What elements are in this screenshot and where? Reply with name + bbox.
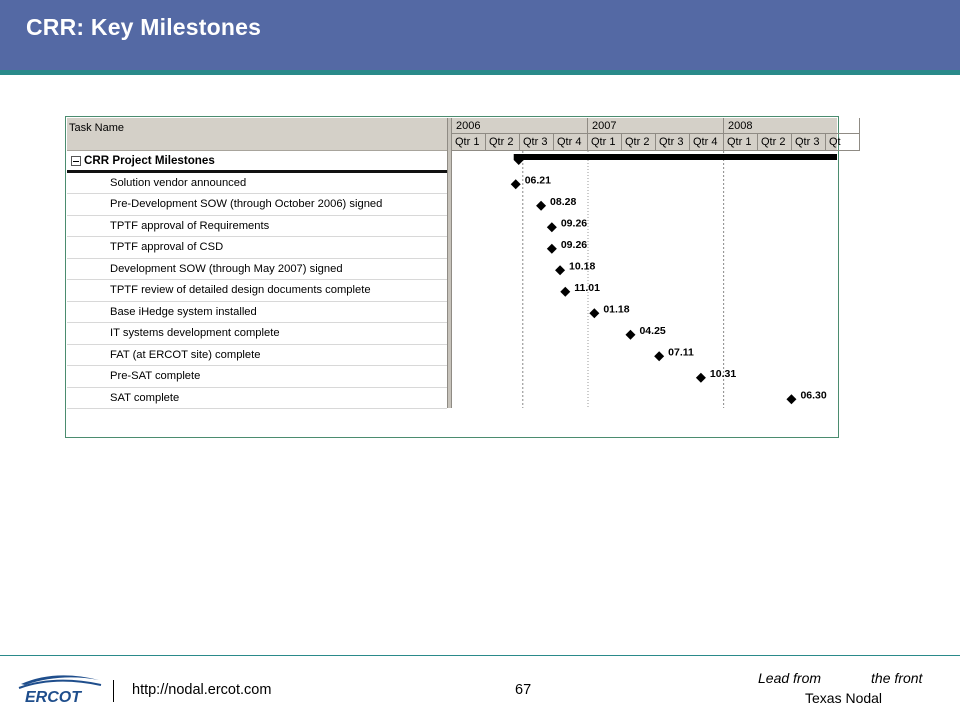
milestone-diamond[interactable] [511,179,521,189]
program-name: Texas Nodal [805,690,883,706]
ercot-logo-text: ERCOT [25,689,81,706]
gantt-chart [65,116,839,438]
task-rows [67,151,447,409]
timescale-quarter: Qtr 1 [452,134,486,151]
task-name: Pre-SAT complete [110,370,201,382]
task-row[interactable] [67,259,447,281]
timescale-year: 2007 [588,118,724,134]
timescale-year: 2008 [724,118,860,134]
task-name-header-label: Task Name [69,122,125,134]
milestone-diamond[interactable] [589,308,599,318]
milestone-diamond[interactable] [696,373,706,383]
footer-divider [113,680,114,702]
task-name: SAT complete [110,391,180,404]
task-name: Development SOW (through May 2007) signed [110,262,343,275]
timescale-quarter: Qtr 2 [622,134,656,151]
footer-rule [0,655,960,656]
summary-task-name: CRR Project Milestones [84,154,215,167]
timescale-quarter: Qtr 2 [486,134,520,151]
milestone-date-label: 09.26 [560,217,588,230]
milestone-date-label: 06.21 [524,174,551,187]
milestone-date-label: 08.28 [550,195,577,208]
milestone-diamond[interactable] [654,351,664,361]
task-row[interactable] [67,216,447,238]
milestone-diamond[interactable] [547,222,557,232]
milestone-date-label: 10.18 [569,260,596,273]
timescale-quarter: Qtr 4 [554,134,588,151]
task-name: TPTF review of detailed design documents complete [110,284,371,296]
milestone-date-label: 07.11 [668,346,694,359]
milestone-date-label: 10.31 [709,367,737,380]
task-name: IT systems development complete [110,327,280,339]
task-row[interactable] [67,388,447,410]
milestone-date-label: 04.25 [639,324,666,337]
task-name: Base iHedge system installed [110,305,257,318]
task-row[interactable] [67,237,447,259]
milestone-date-label: 09.26 [560,238,588,251]
tagline-left: Lead from [758,670,822,686]
milestone-date-label: 06.30 [800,389,827,402]
summary-bar-start-cap [514,160,524,165]
task-name: FAT (at ERCOT site) complete [110,348,261,361]
task-name: TPTF approval of CSD [110,241,224,253]
milestone-diamond[interactable] [555,265,565,275]
milestone-diamond[interactable] [786,394,796,404]
slide-title: CRR: Key Milestones [26,14,262,40]
task-row[interactable] [67,194,447,216]
milestone-date-label: 11.01 [574,281,600,294]
timescale-quarter: Qtr 2 [758,134,792,151]
milestone-diamond[interactable] [560,287,570,297]
timescale-year: 2006 [452,118,588,134]
footer-url[interactable]: http://nodal.ercot.com [132,682,272,698]
gantt-svg [452,151,837,408]
milestone-diamond[interactable] [625,330,635,340]
milestone-date-label: 01.18 [603,303,630,316]
task-row[interactable] [67,173,447,195]
timescale-quarter: Qt [826,134,860,151]
gantt-chart-pane [452,118,841,408]
timescale-quarter: Qtr 1 [724,134,758,151]
task-name: TPTF approval of Requirements [110,219,270,232]
tagline-right: the front [871,670,923,686]
task-row[interactable] [67,302,447,324]
task-row[interactable] [67,323,447,345]
gantt-view [67,118,841,408]
ercot-logo [15,668,105,708]
collapse-icon[interactable] [71,156,81,166]
task-name-column [67,118,447,408]
header-rule [0,70,960,75]
timescale [452,118,841,151]
timescale-quarter: Qtr 1 [588,134,622,151]
timescale-quarter: Qtr 3 [520,134,554,151]
task-name-header[interactable] [67,118,447,151]
footer-tagline [758,670,922,686]
page-number: 67 [515,682,532,698]
milestone-diamond[interactable] [547,244,557,254]
task-name: Pre-Development SOW (through October 2006) signed [110,198,383,210]
timescale-quarter: Qtr 3 [792,134,826,151]
task-row[interactable] [67,280,447,302]
summary-task-row[interactable] [67,151,447,173]
timescale-quarter: Qtr 4 [690,134,724,151]
task-name: Solution vendor announced [110,176,247,189]
timescale-quarter: Qtr 3 [656,134,690,151]
summary-bar[interactable] [514,154,837,160]
gantt-bars-area [452,151,837,408]
task-row[interactable] [67,345,447,367]
milestone-diamond[interactable] [536,201,546,211]
task-row[interactable] [67,366,447,388]
